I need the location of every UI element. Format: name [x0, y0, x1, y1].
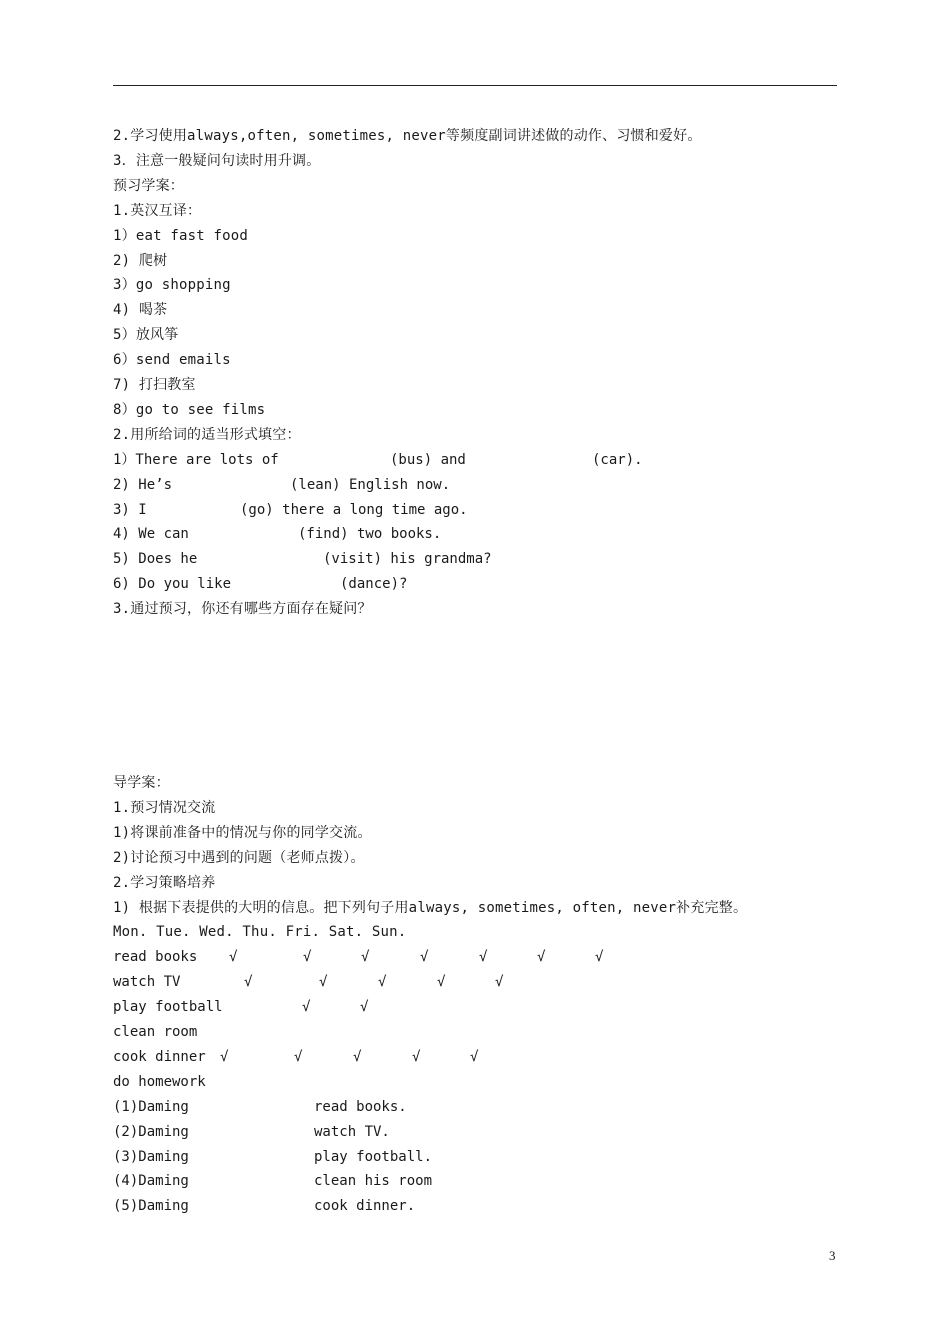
fill-blank-stem: 5) Does he [113, 551, 198, 568]
fill-blank-hint: (visit) his grandma? [323, 551, 492, 568]
fill-blank-hint: (go) there a long time ago. [240, 501, 468, 518]
check-mark: √ [420, 949, 429, 966]
fill-blank-stem: 2) He’s [113, 476, 173, 493]
check-mark: √ [479, 949, 488, 966]
text-line: 3．注意一般疑问句读时用升调。 [113, 152, 321, 169]
check-mark: √ [353, 1048, 362, 1065]
sentence-rest: watch TV. [314, 1123, 390, 1140]
table-row-label: read books [113, 949, 198, 966]
text-line: 5）放风筝 [113, 327, 179, 344]
sentence-subject: (4)Daming [113, 1173, 189, 1190]
text-line: 1）eat fast food [113, 227, 249, 244]
text-line: 2)讨论预习中遇到的问题（老师点拨）。 [113, 849, 365, 866]
page-number: 3 [829, 1248, 836, 1263]
sentence-subject: (2)Daming [113, 1123, 189, 1140]
check-mark: √ [412, 1048, 421, 1065]
table-row-label: cook dinner [113, 1048, 206, 1065]
text-line: 3）go shopping [113, 277, 231, 294]
text-line: 2.学习策略培养 [113, 874, 216, 891]
check-mark: √ [378, 974, 387, 991]
table-row-label: play football [113, 999, 223, 1016]
text-line: 2.用所给词的适当形式填空： [113, 426, 301, 443]
fill-blank-hint: (bus) and [390, 451, 466, 468]
sentence-subject: (5)Daming [113, 1198, 189, 1215]
check-mark: √ [303, 949, 312, 966]
question-line: 3.通过预习，你还有哪些方面存在疑问？ [113, 601, 372, 618]
check-mark: √ [470, 1048, 479, 1065]
sentence-rest: play football. [314, 1148, 433, 1165]
sentence-subject: (1)Daming [113, 1098, 189, 1115]
check-mark: √ [244, 974, 253, 991]
check-mark: √ [220, 1048, 229, 1065]
fill-blank-stem: 4) We can [113, 526, 189, 543]
check-mark: √ [595, 949, 604, 966]
table-row-label: clean room [113, 1024, 198, 1040]
fill-blank-hint: (car). [592, 451, 643, 468]
fill-blank-stem: 6) Do you like [113, 576, 232, 593]
check-mark: √ [495, 974, 504, 991]
sentence-rest: cook dinner. [314, 1198, 416, 1215]
table-row-label: do homework [113, 1073, 206, 1090]
fill-blank-hint: (lean) English now. [290, 476, 451, 493]
text-line: 7) 打扫教室 [113, 377, 196, 393]
fill-blank-stem: 1）There are lots of [113, 451, 279, 468]
header-rule [113, 85, 837, 86]
fill-blank-hint: (dance)? [340, 576, 408, 593]
check-mark: √ [361, 949, 370, 966]
text-line: 8）go to see films [113, 401, 266, 418]
text-line: 2) 爬树 [113, 252, 168, 269]
text-line: 导学案： [113, 775, 170, 791]
check-mark: √ [302, 999, 311, 1016]
sentence-subject: (3)Daming [113, 1148, 189, 1165]
text-line: 1.预习情况交流 [113, 799, 216, 816]
check-mark: √ [537, 949, 546, 966]
check-mark: √ [360, 999, 369, 1016]
fill-blank-hint: (find) two books. [298, 526, 442, 543]
check-mark: √ [294, 1048, 303, 1065]
text-line: 1)将课前准备中的情况与你的同学交流。 [113, 824, 372, 841]
sentence-rest: read books. [314, 1098, 407, 1115]
text-line: 预习学案： [113, 177, 184, 194]
text-line: 2.学习使用always,often, sometimes, never等频度副词讲述做的动作、习惯和爱好。 [113, 128, 702, 144]
fill-blank-stem: 3) I [113, 501, 147, 518]
text-line: 1.英汉互译： [113, 202, 202, 219]
check-mark: √ [437, 974, 446, 991]
text-line: 1) 根据下表提供的大明的信息。把下列句子用always, sometimes, often, never补充完整。 [113, 899, 748, 916]
sentence-rest: clean his room [314, 1173, 433, 1190]
text-line: Mon. Tue. Wed. Thu. Fri. Sat. Sun. [113, 924, 407, 941]
text-line: 4) 喝茶 [113, 302, 168, 319]
table-row-label: watch TV [113, 974, 181, 991]
check-mark: √ [319, 974, 328, 991]
text-line: 6）send emails [113, 352, 231, 369]
check-mark: √ [229, 949, 238, 966]
